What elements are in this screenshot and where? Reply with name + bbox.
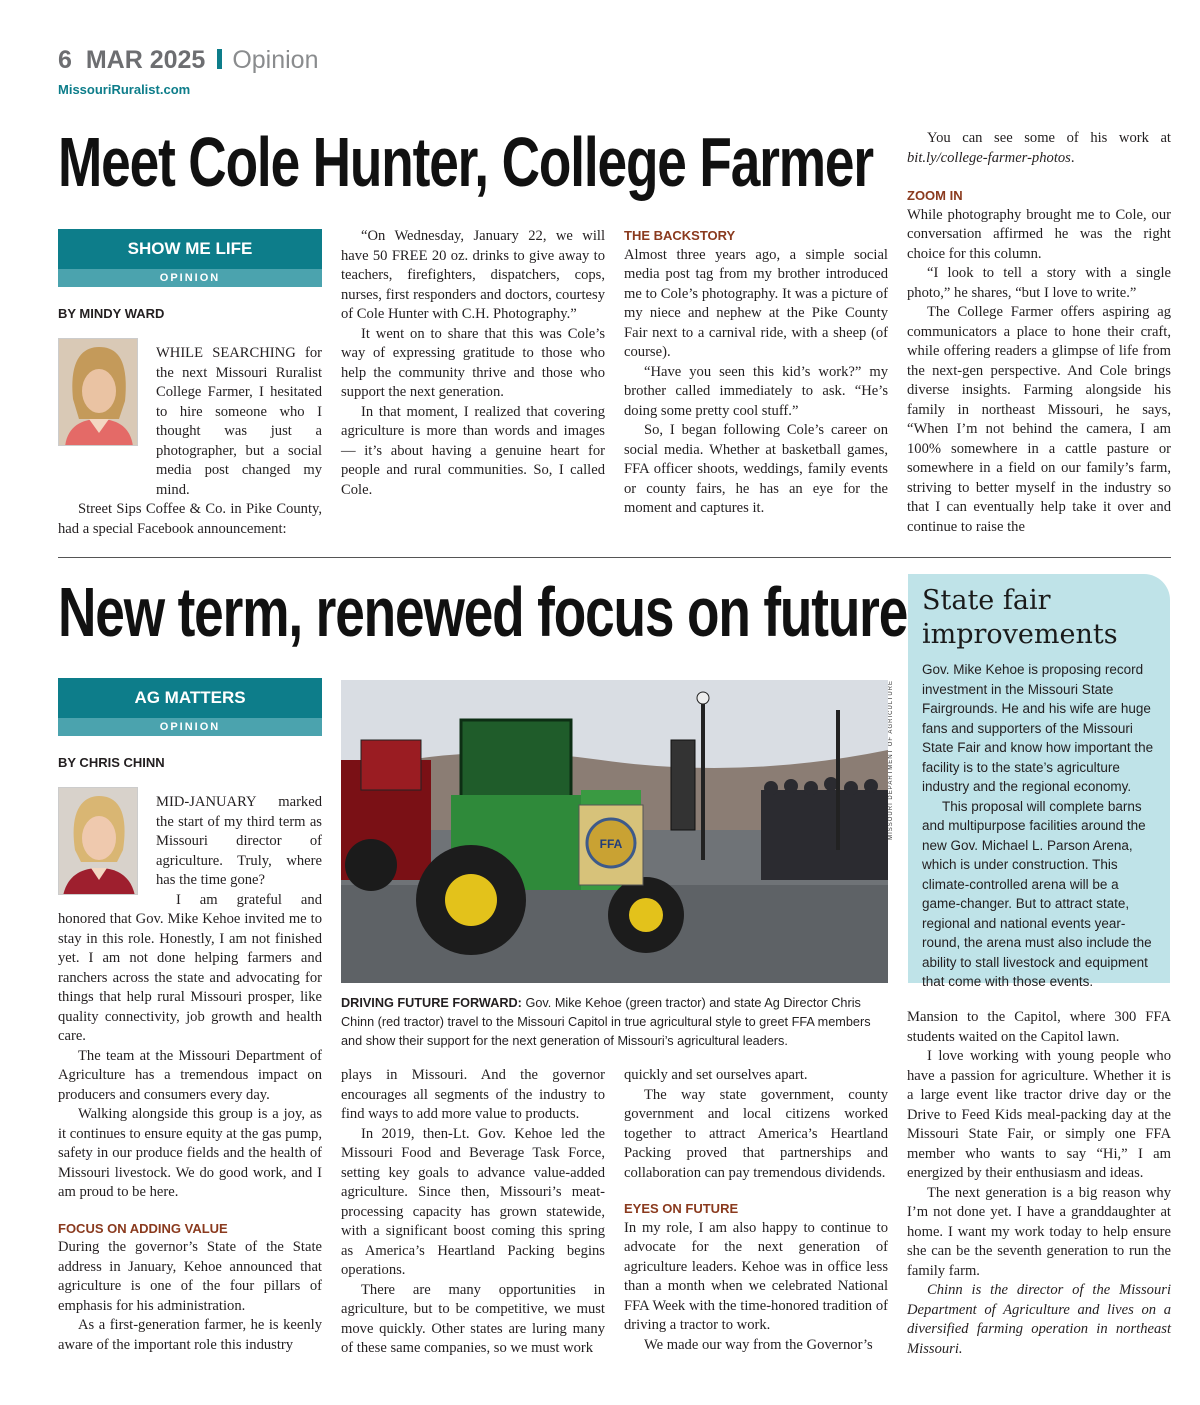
paragraph: I love working with young people who have a passion for agriculture. Whether it is a large event like tractor drive day or the Drive to Feed Kids meal-packing day at the Missouri State Fair, or simply one FFA member who wants to say “Hi,” I am energized by their enthusiasm and ideas.: [907, 1048, 1171, 1181]
column-type: OPINION: [58, 269, 322, 287]
subhead-zoom-in: ZOOM IN: [907, 188, 963, 203]
sidebar-text: [922, 660, 1156, 992]
paragraph: In that moment, I realized that covering agriculture is more than words and images — it’s about having a genuine heart for people and rural communities. So, I called Cole.: [341, 403, 605, 498]
column-type: OPINION: [58, 718, 322, 736]
text: .: [1070, 149, 1075, 166]
photo-caption: [341, 994, 888, 1051]
headline-1: Meet Cole Hunter, College Farmer: [58, 123, 873, 201]
subhead-eyes-on-future: EYES ON FUTURE: [624, 1201, 739, 1216]
paragraph: So, I began following Cole’s career on social media. Whether at basketball games, FFA officer shoots, weddings, family events or county fairs, he has an eye for the moment and captures it.: [624, 422, 888, 516]
column-banner-2: [58, 678, 322, 736]
article1-column-3: [624, 226, 888, 519]
paragraph: The way state government, county government and local citizens worked together to attract America’s Heartland Packing proved that partnerships and collaboration can pay tremendous dividends.: [624, 1086, 888, 1181]
paragraph: In my role, I am also happy to continue to advocate for the next generation of agriculture leaders. Kehoe was in office less than a month when we celebrated National FFA Week with the time-honored tradition of driving a tractor to work.: [624, 1219, 888, 1333]
article2-column-1: [58, 793, 322, 1355]
paragraph: In 2019, then-Lt. Gov. Kehoe led the Missouri Food and Beverage Task Force, setting key goals to advance value-added agriculture. Since then, Missouri’s meat-processing capacity has grown statewide, with a significant boost coming this spring as America’s Heartland Packing begins operations.: [341, 1125, 605, 1278]
site-link[interactable]: MissouriRuralist.com: [58, 82, 191, 97]
ffa-emblem-text: FFA: [599, 837, 623, 851]
paragraph: Walking alongside this group is a joy, as it continues to ensure equity at the gas pump, safety in our produce fields and the health of Missouri livestock. We do good work, and I am proud to be here.: [58, 1106, 322, 1200]
paragraph: “Have you seen this kid’s work?” my brother called immediately to ask. “He’s doing some pretty cool stuff.”: [624, 363, 888, 419]
article1-column-4: [907, 129, 1171, 537]
article2-column-2: [341, 1066, 605, 1359]
paragraph: [907, 129, 1171, 168]
caption-text: Gov. Mike Kehoe (green tractor) and state Ag Director Chris Chinn (red tractor) travel to the Missouri Capitol in true agricultural style to greet FFA members and show their support for the next generation of Missouri’s agricultural leaders.: [341, 996, 871, 1048]
paragraph: The College Farmer offers aspiring ag communicators a place to hone their craft, while offering readers a glimpse of life from the next-gen perspective. And Cole brings diverse insights. Farming alongside his family in northeast Missouri, he says, “When I’m not behind the camera, I am 100% somewhere in a cattle pasture or somewhere in a field on our family’s farm, striving to better myself in the industry so that I can eventually help take it over and continue to raise the: [907, 304, 1171, 535]
column-banner-1: [58, 229, 322, 287]
paragraph: While photography brought me to Cole, our conversation affirmed he was the right choice for this column.: [907, 206, 1171, 262]
article2-column-4: [907, 1008, 1171, 1359]
page-number: 6: [58, 46, 72, 74]
paragraph: WHILE SEARCHING for the next Missouri Ruralist College Farmer, I hesitated to hire someone who I thought was just a photographer, but a social media post changed my mind.: [156, 345, 322, 498]
paragraph: “On Wednesday, January 22, we will have 50 FREE 20 oz. drinks to give away to teachers, firefighters, dispatchers, cops, nurses, first responders and doctors, courtesy of Cole Hunter with C.H. Photography.”: [341, 228, 605, 322]
paragraph: During the governor’s State of the State address in January, Kehoe announced that agriculture is one of the four pillars of emphasis for his administration.: [58, 1239, 322, 1314]
author-bio: Chinn is the director of the Missouri Department of Agriculture and lives on a diversified farming operation in northeast Missouri.: [907, 1282, 1171, 1357]
subhead-backstory: THE BACKSTORY: [624, 228, 736, 243]
paragraph: It went on to share that this was Cole’s way of expressing gratitude to those who help the community thrive and those who support the next generation.: [341, 325, 605, 400]
byline-2: BY CHRIS CHINN: [58, 755, 165, 770]
section-divider: [58, 557, 1171, 558]
paragraph: As a first-generation farmer, he is keenly aware of the important role this industry: [58, 1317, 322, 1353]
paragraph: We made our way from the Governor’s: [644, 1336, 873, 1353]
sidebar-state-fair: [908, 574, 1170, 989]
sidebar-title: State fair improvements: [922, 585, 1118, 650]
tractor-photo: [341, 680, 888, 983]
byline-1: BY MINDY WARD: [58, 306, 165, 321]
paragraph: quickly and set ourselves apart.: [624, 1067, 808, 1083]
issue-date: MAR 2025: [85, 46, 206, 74]
paragraph: There are many opportunities in agriculture, but to be competitive, we must move quickly. Other states are luring many of these same companies, so we must work: [341, 1281, 605, 1356]
photos-link[interactable]: bit.ly/college-farmer-photos: [907, 149, 1071, 166]
section-name: Opinion: [232, 46, 319, 74]
subhead-focus: FOCUS ON ADDING VALUE: [58, 1220, 228, 1236]
photo-credit: MISSOURI DEPARTMENT OF AGRICULTURE: [888, 680, 894, 840]
paragraph: I am grateful and honored that Gov. Mike Kehoe invited me to stay in this role. Honestly, I am not finished yet. I am not done helping farmers and ranchers across the state and advocating for things that help rural Missouri prosper, like quality connectivity, job growth and health care.: [58, 891, 322, 1044]
paragraph: “I look to tell a story with a single photo,” he shares, “but I love to write.”: [907, 265, 1171, 301]
column-name: AG MATTERS: [58, 678, 322, 718]
paragraph: The team at the Missouri Department of Agriculture has a tremendous impact on producers and consumers every day.: [58, 1047, 322, 1103]
headline-2: New term, renewed focus on future: [58, 573, 908, 651]
article1-column-1: [58, 344, 322, 539]
text: You can see some of his work at: [927, 130, 1171, 146]
paragraph: plays in Missouri. And the governor encourages all segments of the industry to find ways to add more value to products.: [341, 1067, 605, 1122]
column-name: SHOW ME LIFE: [58, 229, 322, 269]
page-folio: [58, 46, 318, 75]
paragraph: Gov. Mike Kehoe is proposing record investment in the Missouri State Fairgrounds. He and his wife are huge fans and supporters of the Missouri State Fair and know how important the facility is to the state’s agriculture industry and the regional economy.: [922, 662, 1154, 794]
article2-column-3: [624, 1066, 888, 1355]
paragraph: MID-JANUARY marked the start of my third term as Missouri director of agriculture. Truly, where has the time gone?: [156, 794, 322, 888]
article1-column-2: [341, 227, 605, 500]
paragraph: Almost three years ago, a simple social media post tag from my brother introduced me to Cole’s photography. It was a picture of my niece and nephew at the Pike County Fair next to a carnival ride, with a sheep (of course).: [624, 246, 888, 360]
folio-divider: [217, 49, 222, 69]
tractor-scene-image: [341, 680, 888, 983]
paragraph: Mansion to the Capitol, where 300 FFA students waited on the Capitol lawn.: [907, 1009, 1171, 1045]
caption-lead: DRIVING FUTURE FORWARD:: [341, 996, 522, 1010]
paragraph: The next generation is a big reason why I’m not done yet. I have a granddaughter at home. I want my work today to help ensure she can be the seventh generation to run the family farm.: [907, 1184, 1171, 1279]
paragraph: Street Sips Coffee & Co. in Pike County, had a special Facebook announcement:: [58, 501, 322, 537]
paragraph: This proposal will complete barns and multipurpose facilities around the new Gov. Michael L. Parson Arena, which is under construction. This climate-controlled arena will be a game-changer. But to attract state, regional and national events year-round, the arena must also include the ability to stall livestock and equipment that come with those events.: [922, 798, 1152, 989]
